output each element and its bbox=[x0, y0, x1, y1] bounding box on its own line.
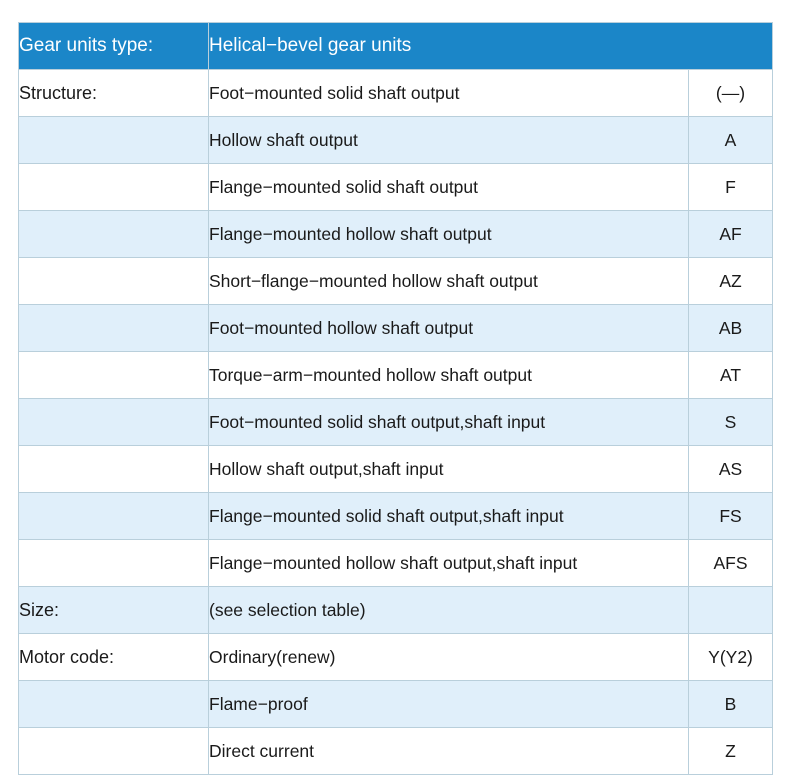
row-label-empty bbox=[19, 493, 209, 540]
row-label-empty bbox=[19, 164, 209, 211]
row-group-label: Motor code: bbox=[19, 634, 209, 681]
table-row bbox=[19, 446, 773, 493]
row-code: S bbox=[689, 399, 773, 446]
row-description: Flange−mounted solid shaft output,shaft input bbox=[209, 493, 689, 540]
row-code: AFS bbox=[689, 540, 773, 587]
row-description: Torque−arm−mounted hollow shaft output bbox=[209, 352, 689, 399]
table-row bbox=[19, 634, 773, 681]
row-description: Flange−mounted hollow shaft output,shaft input bbox=[209, 540, 689, 587]
row-label-empty bbox=[19, 681, 209, 728]
table-row bbox=[19, 540, 773, 587]
row-description: (see selection table) bbox=[209, 587, 689, 634]
table-row bbox=[19, 399, 773, 446]
row-code: AS bbox=[689, 446, 773, 493]
row-label-empty bbox=[19, 399, 209, 446]
row-code: Y(Y2) bbox=[689, 634, 773, 681]
table-row bbox=[19, 587, 773, 634]
row-description: Flame−proof bbox=[209, 681, 689, 728]
table-row bbox=[19, 728, 773, 775]
row-description: Ordinary(renew) bbox=[209, 634, 689, 681]
row-label-empty bbox=[19, 211, 209, 258]
table-row bbox=[19, 493, 773, 540]
row-description: Direct current bbox=[209, 728, 689, 775]
row-code: (—) bbox=[689, 70, 773, 117]
table-row bbox=[19, 681, 773, 728]
header-value: Helical−bevel gear units bbox=[209, 23, 773, 70]
row-description: Flange−mounted hollow shaft output bbox=[209, 211, 689, 258]
row-code: AZ bbox=[689, 258, 773, 305]
row-code: AB bbox=[689, 305, 773, 352]
table-row bbox=[19, 70, 773, 117]
row-code: AF bbox=[689, 211, 773, 258]
table-row bbox=[19, 211, 773, 258]
row-label-empty bbox=[19, 540, 209, 587]
row-description: Short−flange−mounted hollow shaft output bbox=[209, 258, 689, 305]
table-header-row bbox=[19, 23, 773, 70]
row-description: Foot−mounted solid shaft output bbox=[209, 70, 689, 117]
row-group-label: Structure: bbox=[19, 70, 209, 117]
row-label-empty bbox=[19, 352, 209, 399]
table-row bbox=[19, 117, 773, 164]
row-group-label: Size: bbox=[19, 587, 209, 634]
row-code bbox=[689, 587, 773, 634]
row-code: Z bbox=[689, 728, 773, 775]
row-code: FS bbox=[689, 493, 773, 540]
row-code: A bbox=[689, 117, 773, 164]
gear-unit-spec-table bbox=[18, 22, 773, 775]
row-label-empty bbox=[19, 305, 209, 352]
row-label-empty bbox=[19, 117, 209, 164]
row-description: Hollow shaft output bbox=[209, 117, 689, 164]
row-label-empty bbox=[19, 258, 209, 305]
table-row bbox=[19, 352, 773, 399]
table-row bbox=[19, 258, 773, 305]
row-code: F bbox=[689, 164, 773, 211]
row-description: Flange−mounted solid shaft output bbox=[209, 164, 689, 211]
row-description: Foot−mounted hollow shaft output bbox=[209, 305, 689, 352]
header-label: Gear units type: bbox=[19, 23, 209, 70]
row-label-empty bbox=[19, 446, 209, 493]
table-row bbox=[19, 305, 773, 352]
row-code: AT bbox=[689, 352, 773, 399]
row-description: Foot−mounted solid shaft output,shaft input bbox=[209, 399, 689, 446]
row-label-empty bbox=[19, 728, 209, 775]
row-code: B bbox=[689, 681, 773, 728]
table-row bbox=[19, 164, 773, 211]
row-description: Hollow shaft output,shaft input bbox=[209, 446, 689, 493]
